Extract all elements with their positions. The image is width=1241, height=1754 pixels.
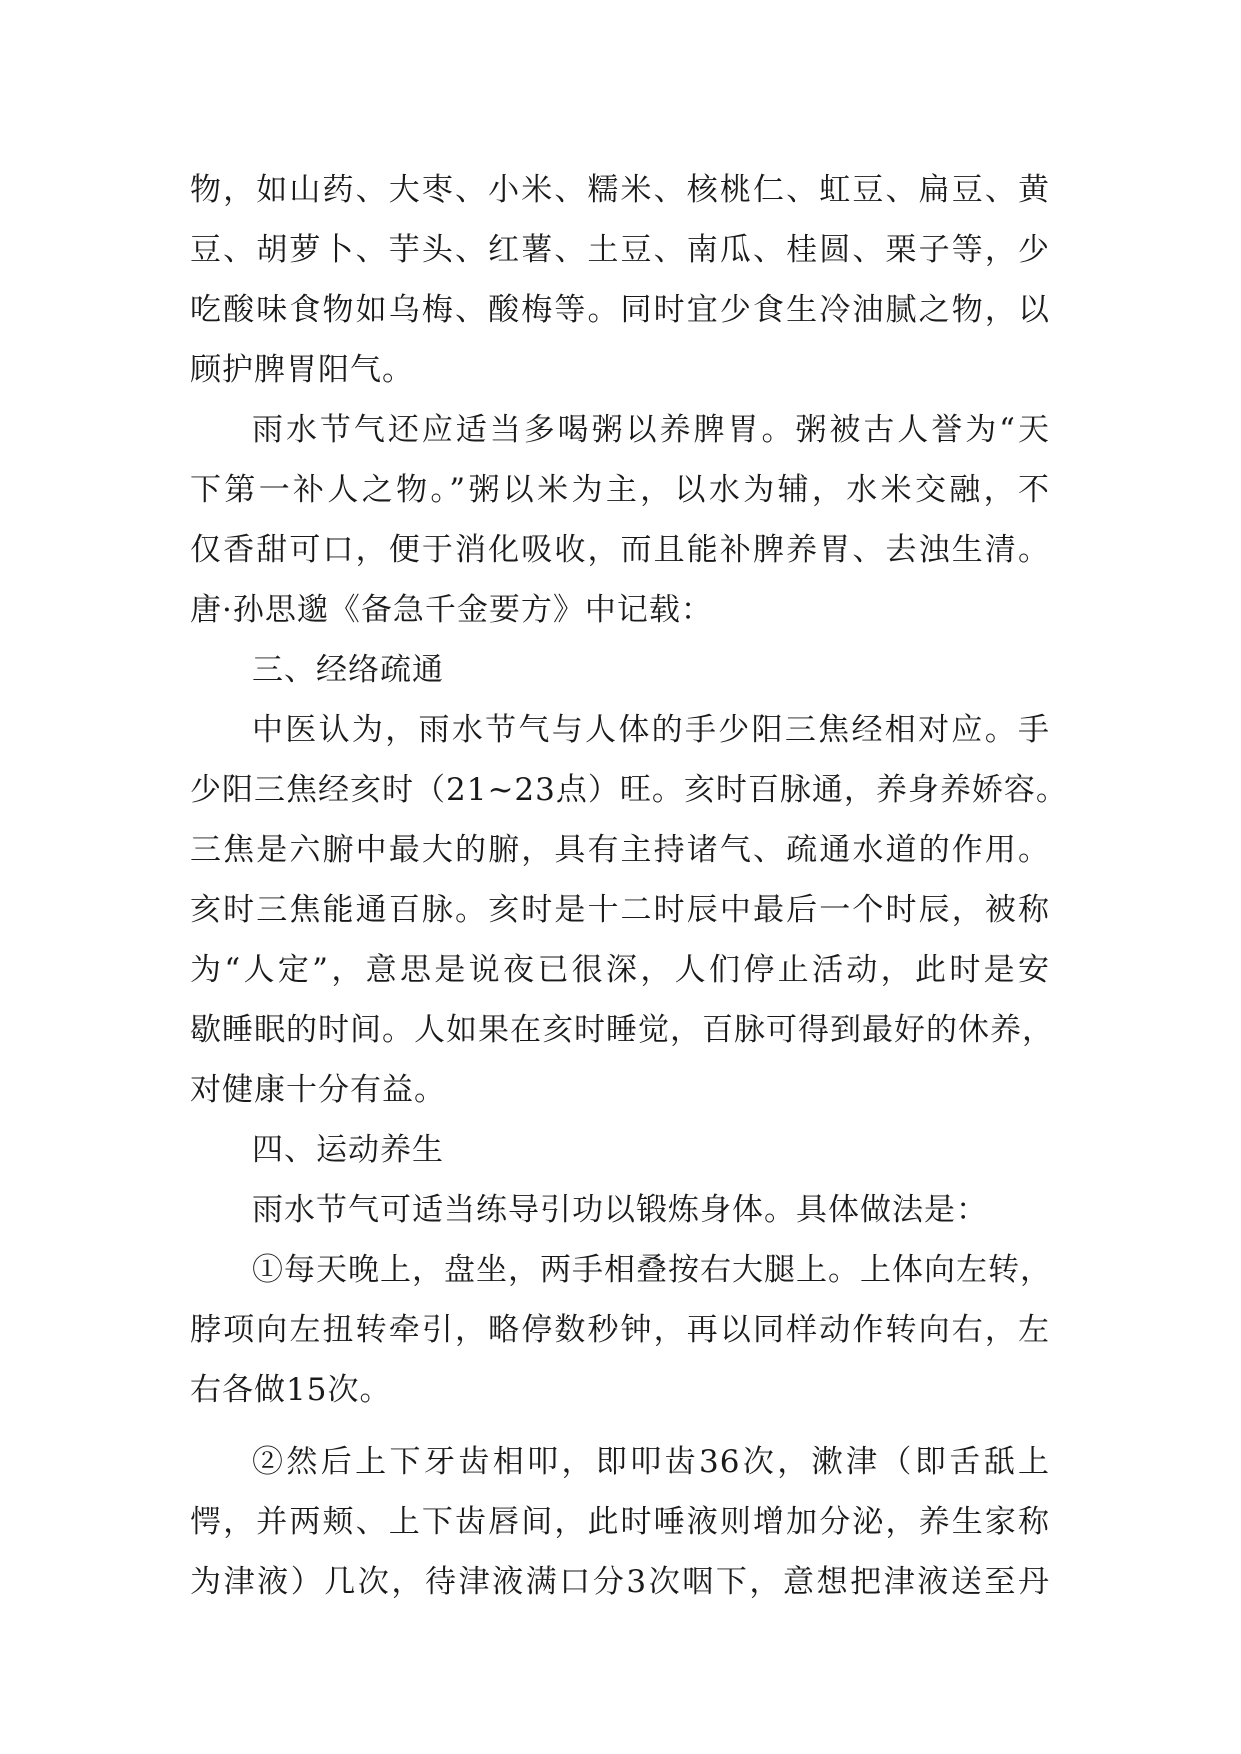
text-line: 顾护脾胃阳气。 xyxy=(190,352,414,388)
text-line: 唐·孙思邈《备急千金要方》中记载： xyxy=(190,592,713,628)
text-line: 为“人定”，意思是说夜已很深，人们停止活动，此时是安 xyxy=(190,952,1050,988)
text-line: 三焦是六腑中最大的腑，具有主持诸气、疏通水道的作用。 xyxy=(190,832,1050,868)
text-line: 仅香甜可口，便于消化吸收，而且能补脾养胃、去浊生清。 xyxy=(190,532,1050,568)
text-line: 雨水节气可适当练导引功以锻炼身体。具体做法是： xyxy=(252,1192,988,1228)
section-heading: 三、经络疏通 xyxy=(252,652,444,688)
text-line: ②然后上下牙齿相叩，即叩齿36次，漱津（即舌舐上 xyxy=(252,1444,1050,1480)
document-body xyxy=(190,160,1068,1612)
text-line: 豆、胡萝卜、芋头、红薯、土豆、南瓜、桂圆、栗子等，少 xyxy=(190,232,1050,268)
text-line: 吃酸味食物如乌梅、酸梅等。同时宜少食生冷油腻之物，以 xyxy=(190,292,1050,328)
text-line: 歇睡眠的时间。人如果在亥时睡觉，百脉可得到最好的休养， xyxy=(190,1012,1054,1048)
text-line: 下第一补人之物。”粥以米为主，以水为辅，水米交融，不 xyxy=(190,472,1050,508)
text-line: 少阳三焦经亥时（21~23点）旺。亥时百脉通，养身养娇容。 xyxy=(190,772,1068,808)
section-heading: 四、运动养生 xyxy=(252,1132,444,1168)
text-line: 愕，并两颊、上下齿唇间，此时唾液则增加分泌，养生家称 xyxy=(190,1504,1050,1540)
text-line: 右各做15次。 xyxy=(190,1372,392,1408)
text-line: 为津液）几次，待津液满口分3次咽下，意想把津液送至丹 xyxy=(190,1564,1050,1600)
text-line: 对健康十分有益。 xyxy=(190,1072,446,1108)
text-line: 雨水节气还应适当多喝粥以养脾胃。粥被古人誉为“天 xyxy=(252,412,1050,448)
text-line: 物，如山药、大枣、小米、糯米、核桃仁、虹豆、扁豆、黄 xyxy=(190,172,1050,208)
text-line: 中医认为，雨水节气与人体的手少阳三焦经相对应。手 xyxy=(252,712,1050,748)
text-line: 亥时三焦能通百脉。亥时是十二时辰中最后一个时辰，被称 xyxy=(190,892,1050,928)
text-line: ①每天晚上，盘坐，两手相叠按右大腿上。上体向左转， xyxy=(252,1252,1052,1288)
text-line: 脖项向左扭转牵引，略停数秒钟，再以同样动作转向右，左 xyxy=(190,1312,1050,1348)
